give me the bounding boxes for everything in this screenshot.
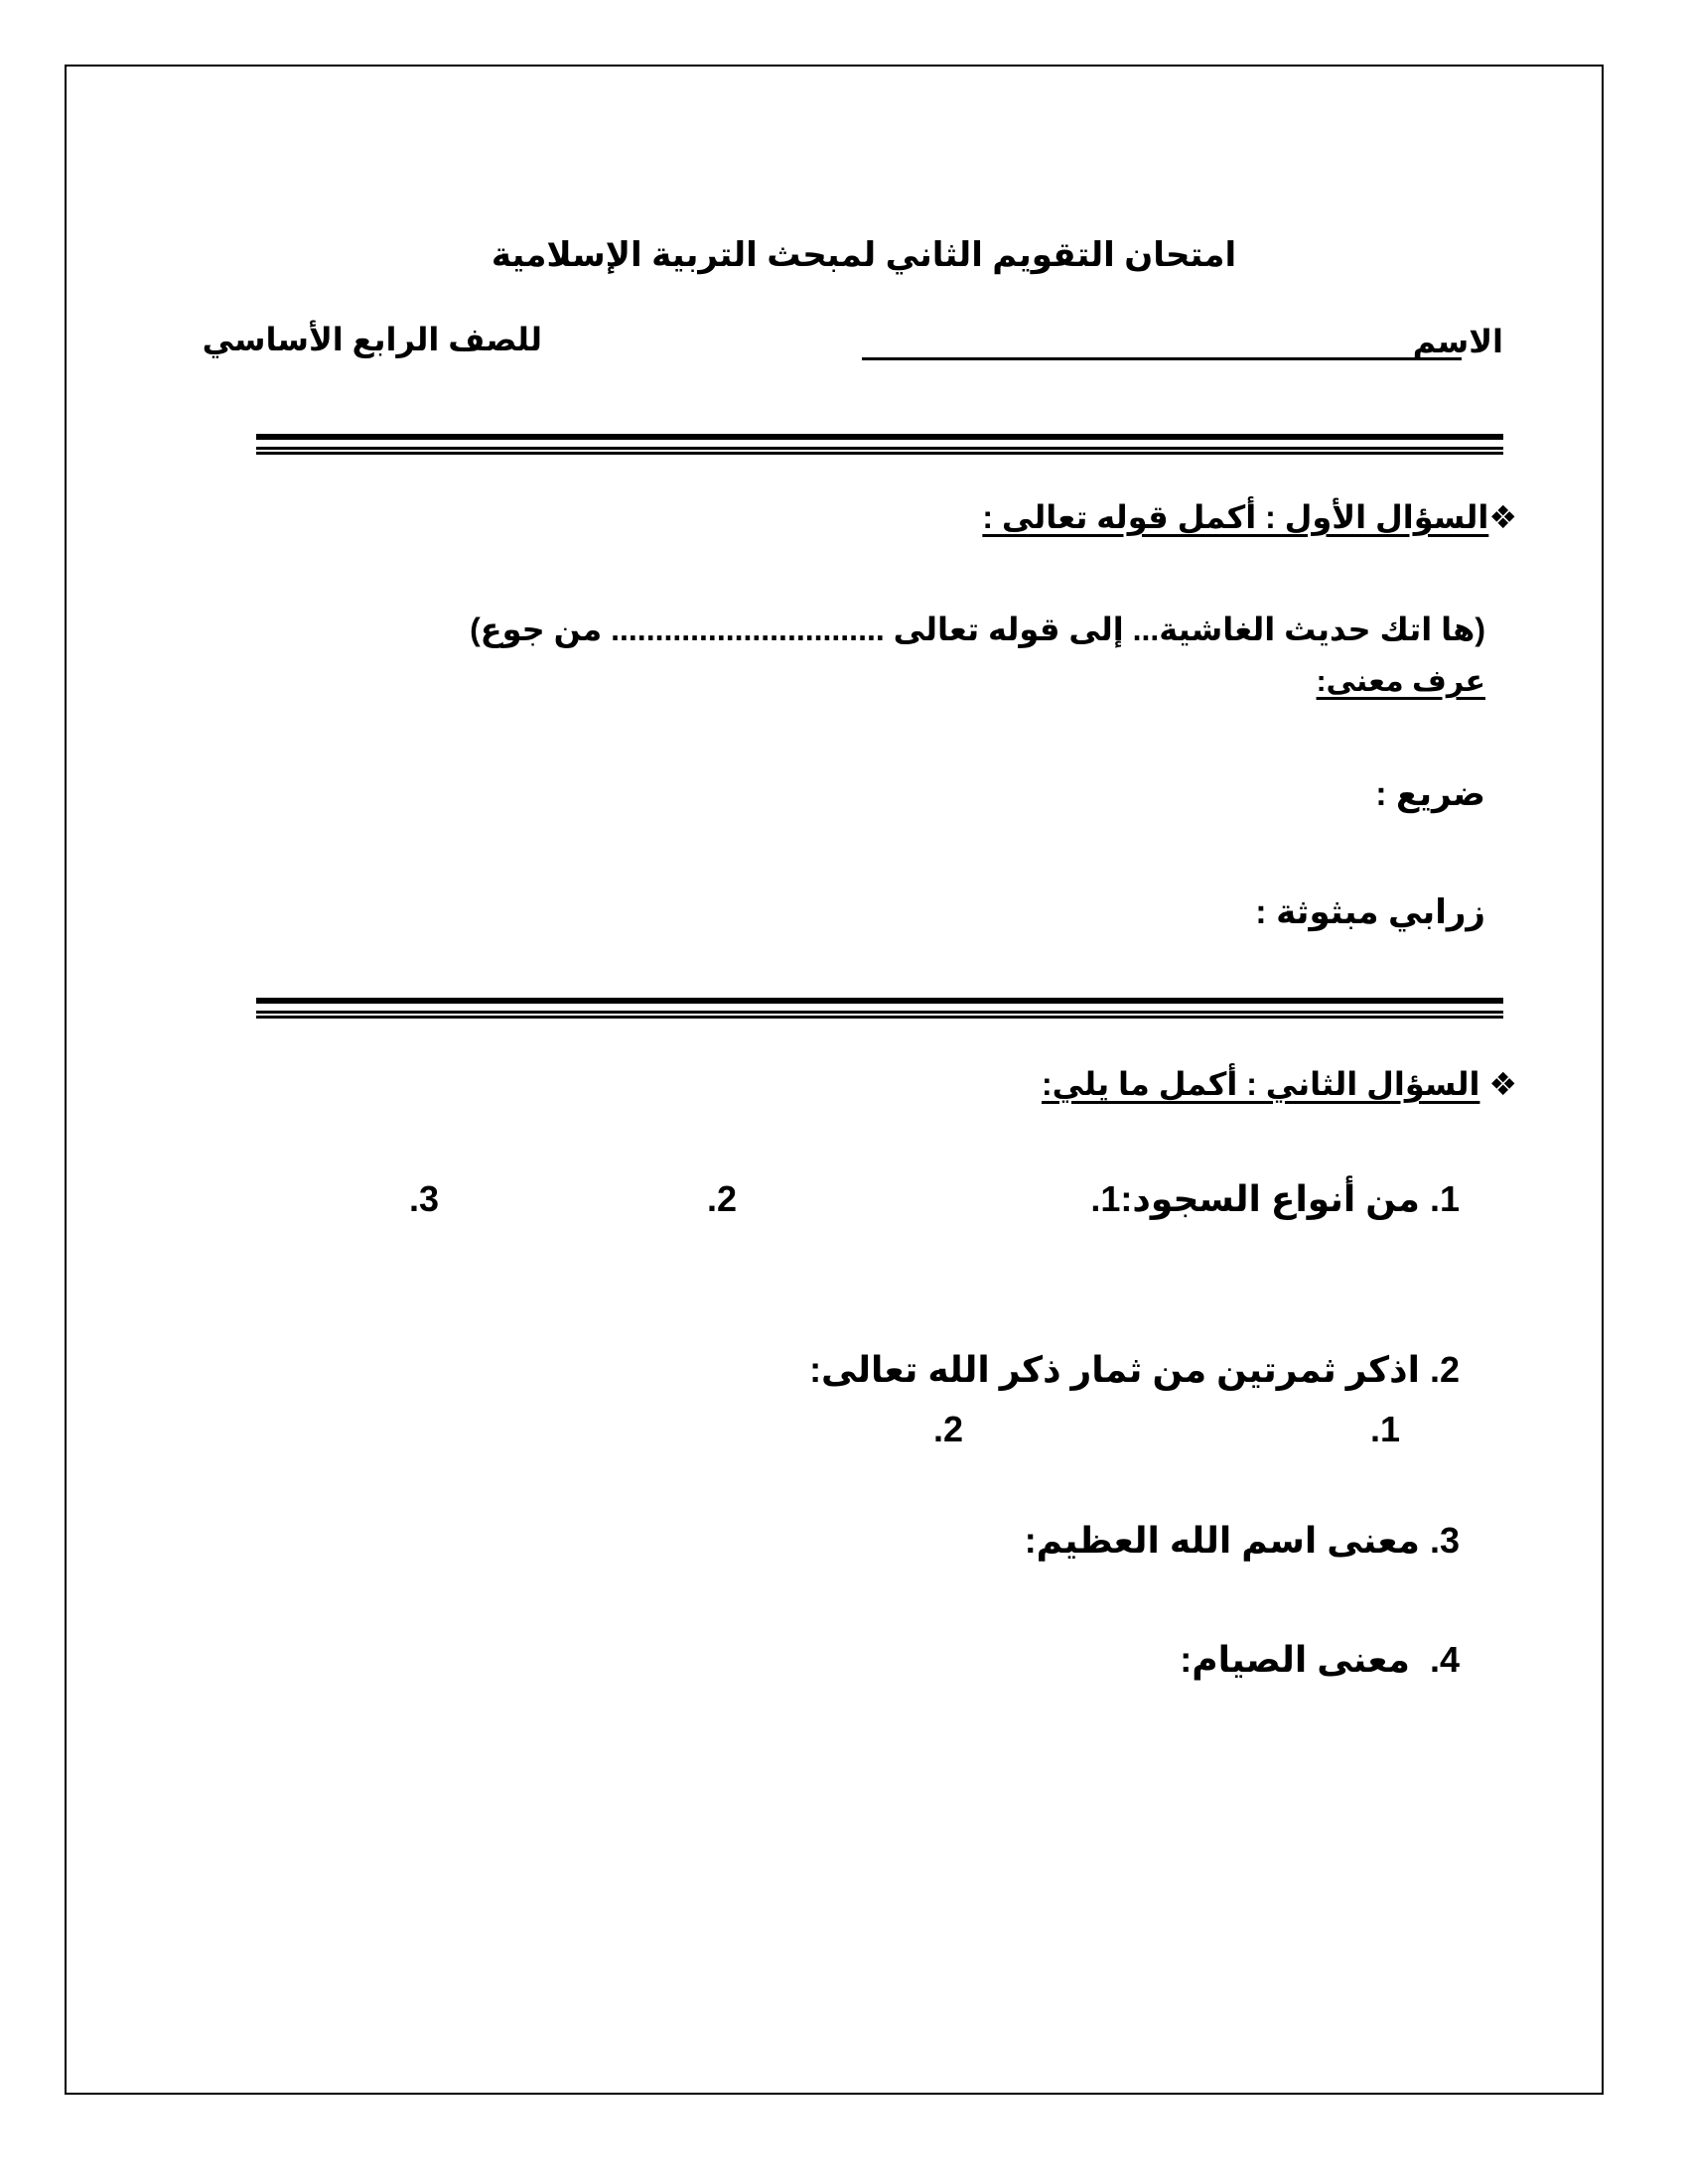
item-text: معنى اسم الله العظيم: [1024, 1520, 1420, 1561]
verse-line: (ها اتك حديث الغاشية... إلى قوله تعالى ............................... من جوع) [470, 612, 1485, 647]
answer-blank-2: .2 [933, 1409, 964, 1449]
q2-heading [1042, 1068, 1517, 1100]
item-text: من أنواع السجود:1. [1090, 1178, 1420, 1219]
item-number: 2. [1429, 1349, 1460, 1390]
item-number: 4. [1429, 1639, 1460, 1680]
section-divider [256, 998, 1503, 1019]
q2-item-3 [1024, 1520, 1460, 1561]
item-number: 3. [1429, 1520, 1460, 1561]
bullet-icon: ❖ [1488, 1066, 1517, 1102]
answer-blank-1: .1 [1370, 1409, 1401, 1449]
item-text: اذكر ثمرتين من ثمار ذكر الله تعالى: [809, 1349, 1420, 1390]
define-label: عرف معنى: [1316, 665, 1485, 698]
term-dari: ضريع : [1375, 775, 1485, 813]
answer-blank-2: .2 [707, 1178, 738, 1219]
q2-heading-text: السؤال الثاني : أكمل ما يلي: [1041, 1066, 1480, 1102]
name-label: الاسم [1412, 324, 1503, 359]
bullet-icon: ❖ [1488, 499, 1517, 535]
q2-item-4 [1180, 1639, 1460, 1680]
item-number: 1. [1429, 1178, 1460, 1219]
q1-heading [982, 501, 1517, 533]
exam-title: امتحان التقويم الثاني لمبحث التربية الإسلامية [491, 236, 1237, 274]
item-text: معنى الصيام: [1180, 1639, 1410, 1680]
term-zarabi: زرابي مبثوثة : [1255, 893, 1485, 931]
grade-label: للصف الرابع الأساسي [202, 322, 542, 357]
section-divider [256, 434, 1503, 455]
answer-blank-3: .3 [409, 1178, 440, 1219]
q1-heading-text: السؤال الأول : أكمل قوله تعالى : [982, 499, 1489, 535]
q2-item-1 [1090, 1178, 1460, 1219]
q2-item-2 [809, 1349, 1460, 1390]
name-input-line[interactable] [862, 357, 1462, 360]
